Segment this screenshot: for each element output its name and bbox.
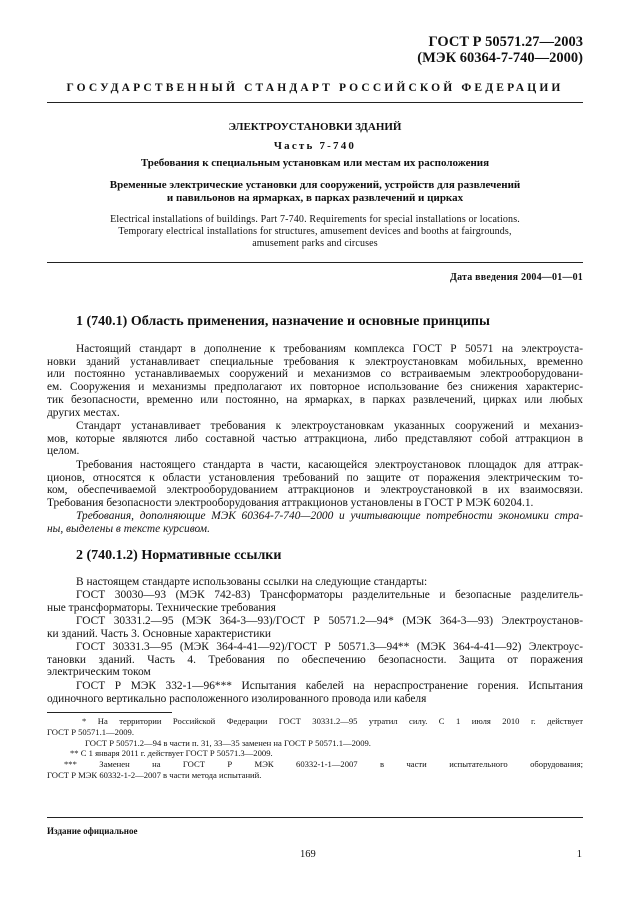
text-line: мов, которые являются либо составной частью аттракциона, либо представляют собой аттракцион в <box>47 432 583 445</box>
text-line: ком, обеспечиваемой электрооборудованием аттракционов и электроустановкой в их взаимосвязи. <box>47 484 583 497</box>
text-line: одиночного вертикально расположенного изолированного провода или кабеля <box>47 692 427 705</box>
footnote-line: ГОСТ Р МЭК 60332-1-2—2007 в части метода испытаний. <box>47 769 262 780</box>
standard-code-gost: ГОСТ Р 50571.27—2003 <box>428 34 583 50</box>
reference-2 <box>47 615 583 640</box>
scope-title-line: Временные электрические установки для сооружений, устройств для развлечений <box>109 179 521 191</box>
english-title-line: amusement parks and circuses <box>252 238 378 250</box>
section-1-heading: 1 (740.1) Область применения, назначение и основные принципы <box>76 314 490 329</box>
section-1-paragraph-italic <box>47 510 583 535</box>
text-line: Требования, дополняющие МЭК 60364-7-740—2000 и учитывающие потребности экономики стра- <box>76 510 583 522</box>
text-line: ные трансформаторы. Технические требования <box>47 601 276 614</box>
text-line: целом. <box>47 445 80 458</box>
english-title-line: Electrical installations of buildings. Part 7-740. Requirements for special installations or locations. <box>110 214 520 225</box>
header-rule <box>47 102 583 103</box>
text-line: новки зданий устанавливает специальные требования к электроустановкам мобильных, временно <box>47 355 583 368</box>
text-line: ки зданий. Часть 3. Основные характеристики <box>47 627 271 640</box>
text-line: Требования настоящего стандарта в части, касающейся электроустановок площадок для аттрак- <box>76 459 583 471</box>
text-line: В настоящем стандарте использованы ссылки на следующие стандарты: <box>76 576 428 588</box>
page-number-right: 1 <box>576 849 582 860</box>
footnote-rule <box>47 712 172 713</box>
state-standard-heading: ГОСУДАРСТВЕННЫЙ СТАНДАРТ РОССИЙСКОЙ ФЕДЕРАЦИИ <box>66 82 564 94</box>
standard-code-iec: (МЭК 60364-7-740—2000) <box>417 50 583 66</box>
document-part: Часть 7-740 <box>273 140 357 152</box>
section-1-paragraph-2 <box>47 420 583 458</box>
official-edition: Издание официальное <box>47 826 138 836</box>
introduction-date: Дата введения 2004—01—01 <box>450 272 583 283</box>
footnote-line: ** С 1 января 2011 г. действует ГОСТ Р 50571.3—2009. <box>70 748 273 759</box>
footnotes <box>47 716 583 781</box>
text-line: ГОСТ 30030—93 (МЭК 742-83) Трансформаторы разделительные и безопасные разделитель- <box>76 589 583 601</box>
text-line: других местах. <box>47 406 120 419</box>
text-line: ГОСТ 30331.3—95 (МЭК 364-4-41—92)/ГОСТ Р 50571.3—94** (МЭК 364-4-41—92) Электроус- <box>76 641 583 653</box>
text-line: Настоящий стандарт в дополнение к требованиям комплекса ГОСТ Р 50571 на электроуста- <box>76 343 583 355</box>
title-rule <box>47 262 583 263</box>
scope-title-line: и павильонов на ярмарках, в парках развлечений и цирках <box>166 192 464 204</box>
document-scope-title <box>60 179 570 205</box>
document-title: ЭЛЕКТРОУСТАНОВКИ ЗДАНИЙ <box>228 121 402 133</box>
reference-1 <box>47 589 583 614</box>
section-1-paragraph-3 <box>47 459 583 510</box>
text-line: ем. Сооружения и механизмы предполагают их повторное использование без снижения характерис- <box>47 381 583 394</box>
text-line: тик безопасности, временно или постоянно, на ярмарках, в парках развлечений, цирках или любых <box>47 393 583 406</box>
reference-4 <box>47 680 583 705</box>
section-1-paragraph-1 <box>47 343 583 419</box>
text-line: Стандарт устанавливает требования к электроустановкам указанных сооружений и механиз- <box>76 420 583 432</box>
standard-code <box>417 34 583 66</box>
text-line: ционов, относятся к области установления требований по защите от поражения электрическим то- <box>47 471 583 484</box>
footnote-line: * На территории Российской Федерации ГОСТ 30331.2—95 утратил силу. С 1 июля 2010 г. действует <box>82 716 583 726</box>
text-line: Требования безопасности электрооборудования аттракционов установлены в ГОСТ Р МЭК 60204.1. <box>47 497 534 510</box>
reference-3 <box>47 641 583 679</box>
document-subtitle: Требования к специальным установкам или местам их расположения <box>140 157 490 169</box>
page-number-center: 169 <box>300 849 316 860</box>
text-line: или постоянно устанавливаемых сооружений и механизмов со встраиваемым электрооборудовани- <box>47 368 583 381</box>
footer-rule <box>47 817 583 818</box>
english-title <box>60 214 570 251</box>
text-line: ны, выделены в тексте курсивом. <box>47 522 210 535</box>
footnote-line: ГОСТ Р 50571.2—94 в части п. 31, 33—35 заменен на ГОСТ Р 50571.1—2009. <box>85 737 371 748</box>
footnote-line: ГОСТ Р 50571.1—2009. <box>47 726 134 737</box>
footnote-line: *** Заменен на ГОСТ Р МЭК 60332-1-1—2007 в части испытательного оборудования; <box>64 759 583 770</box>
section-2-heading: 2 (740.1.2) Нормативные ссылки <box>76 548 282 563</box>
text-line: ГОСТ 30331.2—95 (МЭК 364-3—93)/ГОСТ Р 50571.2—94* (МЭК 364-3—93) Электроустанов- <box>76 615 583 627</box>
text-line: электрическим током <box>47 666 151 679</box>
section-2-intro <box>47 576 583 589</box>
english-title-line: Temporary electrical installations for structures, amusement devices and booths at fairgrounds, <box>118 226 512 238</box>
text-line: ГОСТ Р МЭК 332-1—96*** Испытания кабелей на нераспространение горения. Испытания <box>76 680 583 692</box>
text-line: тановки зданий. Часть 4. Требования по обеспечению безопасности. Защита от поражения <box>47 653 583 666</box>
